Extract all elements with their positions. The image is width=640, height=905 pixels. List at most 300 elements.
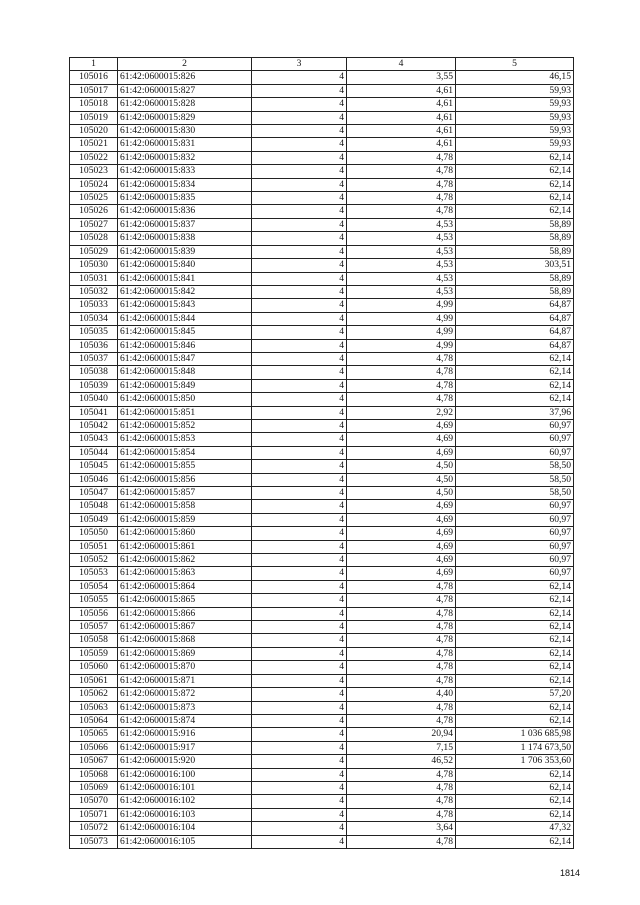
cadastral-number: 61:42:0600015:850 bbox=[118, 393, 252, 406]
table-row bbox=[70, 500, 574, 513]
category-code: 4 bbox=[252, 285, 347, 298]
row-number: 105048 bbox=[70, 500, 118, 513]
category-code: 4 bbox=[252, 299, 347, 312]
table-row bbox=[70, 540, 574, 553]
row-number: 105042 bbox=[70, 419, 118, 432]
category-code: 4 bbox=[252, 647, 347, 660]
area-value: 4,61 bbox=[347, 138, 456, 151]
table-row bbox=[70, 594, 574, 607]
area-value: 4,69 bbox=[347, 527, 456, 540]
table-row bbox=[70, 580, 574, 593]
category-code: 4 bbox=[252, 594, 347, 607]
cadastral-number: 61:42:0600015:870 bbox=[118, 661, 252, 674]
category-code: 4 bbox=[252, 138, 347, 151]
category-code: 4 bbox=[252, 688, 347, 701]
amount-value: 62,14 bbox=[456, 151, 574, 164]
cadastral-number: 61:42:0600015:871 bbox=[118, 674, 252, 687]
area-value: 4,78 bbox=[347, 634, 456, 647]
table-row bbox=[70, 527, 574, 540]
category-code: 4 bbox=[252, 165, 347, 178]
category-code: 4 bbox=[252, 808, 347, 821]
cadastral-number: 61:42:0600015:833 bbox=[118, 165, 252, 178]
column-header: 1 bbox=[70, 58, 118, 71]
table-row bbox=[70, 674, 574, 687]
table-row bbox=[70, 808, 574, 821]
amount-value: 62,14 bbox=[456, 621, 574, 634]
area-value: 4,78 bbox=[347, 366, 456, 379]
row-number: 105028 bbox=[70, 232, 118, 245]
area-value: 4,61 bbox=[347, 125, 456, 138]
table-row bbox=[70, 138, 574, 151]
category-code: 4 bbox=[252, 125, 347, 138]
cadastral-number: 61:42:0600015:830 bbox=[118, 125, 252, 138]
row-number: 105072 bbox=[70, 822, 118, 835]
row-number: 105060 bbox=[70, 661, 118, 674]
row-number: 105053 bbox=[70, 567, 118, 580]
row-number: 105049 bbox=[70, 513, 118, 526]
cadastral-number: 61:42:0600016:100 bbox=[118, 768, 252, 781]
row-number: 105026 bbox=[70, 205, 118, 218]
table-row bbox=[70, 352, 574, 365]
cadastral-number: 61:42:0600015:866 bbox=[118, 607, 252, 620]
category-code: 4 bbox=[252, 781, 347, 794]
row-number: 105019 bbox=[70, 111, 118, 124]
category-code: 4 bbox=[252, 580, 347, 593]
area-value: 4,78 bbox=[347, 714, 456, 727]
amount-value: 58,89 bbox=[456, 232, 574, 245]
row-number: 105050 bbox=[70, 527, 118, 540]
column-header: 5 bbox=[456, 58, 574, 71]
area-value: 4,78 bbox=[347, 151, 456, 164]
column-header: 2 bbox=[118, 58, 252, 71]
row-number: 105045 bbox=[70, 460, 118, 473]
page-number: 1814 bbox=[560, 868, 581, 878]
amount-value: 62,14 bbox=[456, 393, 574, 406]
table-row bbox=[70, 781, 574, 794]
category-code: 4 bbox=[252, 661, 347, 674]
amount-value: 58,89 bbox=[456, 218, 574, 231]
row-number: 105061 bbox=[70, 674, 118, 687]
amount-value: 59,93 bbox=[456, 84, 574, 97]
category-code: 4 bbox=[252, 84, 347, 97]
amount-value: 64,87 bbox=[456, 326, 574, 339]
cadastral-number: 61:42:0600015:865 bbox=[118, 594, 252, 607]
category-code: 4 bbox=[252, 379, 347, 392]
row-number: 105052 bbox=[70, 554, 118, 567]
amount-value: 62,14 bbox=[456, 178, 574, 191]
cadastral-number: 61:42:0600015:859 bbox=[118, 513, 252, 526]
amount-value: 1 036 685,98 bbox=[456, 728, 574, 741]
table-row bbox=[70, 419, 574, 432]
area-value: 4,78 bbox=[347, 393, 456, 406]
amount-value: 60,97 bbox=[456, 513, 574, 526]
table-row bbox=[70, 741, 574, 754]
amount-value: 60,97 bbox=[456, 500, 574, 513]
cadastral-number: 61:42:0600015:860 bbox=[118, 527, 252, 540]
row-number: 105071 bbox=[70, 808, 118, 821]
row-number: 105035 bbox=[70, 326, 118, 339]
table-row bbox=[70, 567, 574, 580]
row-number: 105037 bbox=[70, 352, 118, 365]
area-value: 4,78 bbox=[347, 178, 456, 191]
category-code: 4 bbox=[252, 151, 347, 164]
category-code: 4 bbox=[252, 728, 347, 741]
area-value: 4,99 bbox=[347, 326, 456, 339]
cadastral-number: 61:42:0600015:829 bbox=[118, 111, 252, 124]
cadastral-number: 61:42:0600015:849 bbox=[118, 379, 252, 392]
table-row bbox=[70, 487, 574, 500]
cadastral-number: 61:42:0600015:852 bbox=[118, 419, 252, 432]
category-code: 4 bbox=[252, 768, 347, 781]
category-code: 4 bbox=[252, 674, 347, 687]
cadastral-number: 61:42:0600015:867 bbox=[118, 621, 252, 634]
column-header: 3 bbox=[252, 58, 347, 71]
category-code: 4 bbox=[252, 259, 347, 272]
area-value: 4,53 bbox=[347, 259, 456, 272]
area-value: 4,69 bbox=[347, 540, 456, 553]
cadastral-number: 61:42:0600015:834 bbox=[118, 178, 252, 191]
table-row bbox=[70, 634, 574, 647]
row-number: 105030 bbox=[70, 259, 118, 272]
area-value: 4,99 bbox=[347, 339, 456, 352]
cadastral-number: 61:42:0600015:835 bbox=[118, 192, 252, 205]
amount-value: 58,50 bbox=[456, 460, 574, 473]
category-code: 4 bbox=[252, 205, 347, 218]
table-row bbox=[70, 433, 574, 446]
table-row bbox=[70, 755, 574, 768]
cadastral-number: 61:42:0600015:826 bbox=[118, 71, 252, 84]
area-value: 4,78 bbox=[347, 808, 456, 821]
table-row bbox=[70, 98, 574, 111]
amount-value: 60,97 bbox=[456, 567, 574, 580]
row-number: 105032 bbox=[70, 285, 118, 298]
amount-value: 58,89 bbox=[456, 272, 574, 285]
area-value: 4,69 bbox=[347, 446, 456, 459]
table-row bbox=[70, 379, 574, 392]
cadastral-number: 61:42:0600015:857 bbox=[118, 487, 252, 500]
table-row bbox=[70, 661, 574, 674]
category-code: 4 bbox=[252, 272, 347, 285]
row-number: 105046 bbox=[70, 473, 118, 486]
table-row bbox=[70, 621, 574, 634]
category-code: 4 bbox=[252, 111, 347, 124]
cadastral-number: 61:42:0600015:836 bbox=[118, 205, 252, 218]
row-number: 105025 bbox=[70, 192, 118, 205]
amount-value: 59,93 bbox=[456, 125, 574, 138]
area-value: 4,78 bbox=[347, 701, 456, 714]
amount-value: 60,97 bbox=[456, 527, 574, 540]
category-code: 4 bbox=[252, 232, 347, 245]
table-row bbox=[70, 192, 574, 205]
area-value: 4,78 bbox=[347, 674, 456, 687]
row-number: 105058 bbox=[70, 634, 118, 647]
area-value: 4,78 bbox=[347, 607, 456, 620]
category-code: 4 bbox=[252, 822, 347, 835]
category-code: 4 bbox=[252, 540, 347, 553]
row-number: 105044 bbox=[70, 446, 118, 459]
table-row bbox=[70, 714, 574, 727]
category-code: 4 bbox=[252, 714, 347, 727]
cadastral-number: 61:42:0600016:103 bbox=[118, 808, 252, 821]
amount-value: 62,14 bbox=[456, 379, 574, 392]
row-number: 105054 bbox=[70, 580, 118, 593]
category-code: 4 bbox=[252, 795, 347, 808]
area-value: 4,69 bbox=[347, 419, 456, 432]
amount-value: 64,87 bbox=[456, 339, 574, 352]
amount-value: 58,89 bbox=[456, 245, 574, 258]
amount-value: 37,96 bbox=[456, 406, 574, 419]
table-row bbox=[70, 607, 574, 620]
table-row bbox=[70, 473, 574, 486]
area-value: 3,64 bbox=[347, 822, 456, 835]
row-number: 105020 bbox=[70, 125, 118, 138]
table-row bbox=[70, 165, 574, 178]
amount-value: 62,14 bbox=[456, 795, 574, 808]
category-code: 4 bbox=[252, 607, 347, 620]
area-value: 20,94 bbox=[347, 728, 456, 741]
cadastral-number: 61:42:0600015:839 bbox=[118, 245, 252, 258]
row-number: 105068 bbox=[70, 768, 118, 781]
cadastral-number: 61:42:0600015:827 bbox=[118, 84, 252, 97]
area-value: 4,78 bbox=[347, 192, 456, 205]
amount-value: 58,50 bbox=[456, 473, 574, 486]
category-code: 4 bbox=[252, 433, 347, 446]
amount-value: 47,32 bbox=[456, 822, 574, 835]
area-value: 4,99 bbox=[347, 312, 456, 325]
table-row bbox=[70, 795, 574, 808]
area-value: 4,53 bbox=[347, 232, 456, 245]
amount-value: 1 706 353,60 bbox=[456, 755, 574, 768]
amount-value: 60,97 bbox=[456, 554, 574, 567]
table-row bbox=[70, 272, 574, 285]
area-value: 4,99 bbox=[347, 299, 456, 312]
category-code: 4 bbox=[252, 192, 347, 205]
amount-value: 62,14 bbox=[456, 808, 574, 821]
row-number: 105036 bbox=[70, 339, 118, 352]
area-value: 4,69 bbox=[347, 567, 456, 580]
amount-value: 59,93 bbox=[456, 138, 574, 151]
cadastral-number: 61:42:0600015:854 bbox=[118, 446, 252, 459]
area-value: 4,53 bbox=[347, 272, 456, 285]
cadastral-number: 61:42:0600015:843 bbox=[118, 299, 252, 312]
table-row bbox=[70, 151, 574, 164]
area-value: 4,78 bbox=[347, 781, 456, 794]
row-number: 105062 bbox=[70, 688, 118, 701]
table-row bbox=[70, 178, 574, 191]
table-row bbox=[70, 299, 574, 312]
table-row bbox=[70, 768, 574, 781]
category-code: 4 bbox=[252, 460, 347, 473]
table-row bbox=[70, 460, 574, 473]
row-number: 105057 bbox=[70, 621, 118, 634]
area-value: 4,78 bbox=[347, 621, 456, 634]
row-number: 105040 bbox=[70, 393, 118, 406]
table-row bbox=[70, 232, 574, 245]
amount-value: 62,14 bbox=[456, 701, 574, 714]
amount-value: 60,97 bbox=[456, 419, 574, 432]
cadastral-number: 61:42:0600015:828 bbox=[118, 98, 252, 111]
table-row bbox=[70, 393, 574, 406]
cadastral-number: 61:42:0600015:840 bbox=[118, 259, 252, 272]
category-code: 4 bbox=[252, 339, 347, 352]
row-number: 105064 bbox=[70, 714, 118, 727]
category-code: 4 bbox=[252, 634, 347, 647]
row-number: 105065 bbox=[70, 728, 118, 741]
category-code: 4 bbox=[252, 71, 347, 84]
amount-value: 59,93 bbox=[456, 111, 574, 124]
area-value: 4,78 bbox=[347, 835, 456, 848]
table-row bbox=[70, 835, 574, 848]
category-code: 4 bbox=[252, 393, 347, 406]
cadastral-number: 61:42:0600015:868 bbox=[118, 634, 252, 647]
area-value: 3,55 bbox=[347, 71, 456, 84]
cadastral-number: 61:42:0600016:102 bbox=[118, 795, 252, 808]
amount-value: 62,14 bbox=[456, 205, 574, 218]
amount-value: 60,97 bbox=[456, 433, 574, 446]
table-row bbox=[70, 701, 574, 714]
amount-value: 62,14 bbox=[456, 674, 574, 687]
area-value: 4,78 bbox=[347, 165, 456, 178]
category-code: 4 bbox=[252, 312, 347, 325]
amount-value: 62,14 bbox=[456, 352, 574, 365]
category-code: 4 bbox=[252, 567, 347, 580]
table-row bbox=[70, 312, 574, 325]
cadastral-number: 61:42:0600015:851 bbox=[118, 406, 252, 419]
amount-value: 46,15 bbox=[456, 71, 574, 84]
table-row bbox=[70, 339, 574, 352]
row-number: 105055 bbox=[70, 594, 118, 607]
area-value: 4,50 bbox=[347, 473, 456, 486]
row-number: 105022 bbox=[70, 151, 118, 164]
table-row bbox=[70, 326, 574, 339]
column-header: 4 bbox=[347, 58, 456, 71]
amount-value: 62,14 bbox=[456, 714, 574, 727]
cadastral-number: 61:42:0600015:853 bbox=[118, 433, 252, 446]
header-row bbox=[70, 58, 574, 71]
cadastral-number: 61:42:0600015:858 bbox=[118, 500, 252, 513]
table-row bbox=[70, 245, 574, 258]
cadastral-number: 61:42:0600015:862 bbox=[118, 554, 252, 567]
amount-value: 62,14 bbox=[456, 634, 574, 647]
category-code: 4 bbox=[252, 701, 347, 714]
area-value: 4,53 bbox=[347, 285, 456, 298]
cadastral-number: 61:42:0600015:844 bbox=[118, 312, 252, 325]
area-value: 4,78 bbox=[347, 352, 456, 365]
amount-value: 62,14 bbox=[456, 661, 574, 674]
category-code: 4 bbox=[252, 621, 347, 634]
area-value: 4,78 bbox=[347, 580, 456, 593]
category-code: 4 bbox=[252, 326, 347, 339]
amount-value: 62,14 bbox=[456, 768, 574, 781]
area-value: 4,61 bbox=[347, 111, 456, 124]
area-value: 4,78 bbox=[347, 795, 456, 808]
amount-value: 62,14 bbox=[456, 192, 574, 205]
table-row bbox=[70, 513, 574, 526]
table-row bbox=[70, 406, 574, 419]
table-row bbox=[70, 84, 574, 97]
amount-value: 58,50 bbox=[456, 487, 574, 500]
row-number: 105023 bbox=[70, 165, 118, 178]
amount-value: 62,14 bbox=[456, 835, 574, 848]
table-row bbox=[70, 111, 574, 124]
cadastral-number: 61:42:0600015:847 bbox=[118, 352, 252, 365]
category-code: 4 bbox=[252, 513, 347, 526]
category-code: 4 bbox=[252, 218, 347, 231]
area-value: 2,92 bbox=[347, 406, 456, 419]
amount-value: 57,20 bbox=[456, 688, 574, 701]
cadastral-number: 61:42:0600015:863 bbox=[118, 567, 252, 580]
amount-value: 303,51 bbox=[456, 259, 574, 272]
category-code: 4 bbox=[252, 178, 347, 191]
table-row bbox=[70, 125, 574, 138]
area-value: 46,52 bbox=[347, 755, 456, 768]
area-value: 4,78 bbox=[347, 205, 456, 218]
row-number: 105043 bbox=[70, 433, 118, 446]
row-number: 105039 bbox=[70, 379, 118, 392]
category-code: 4 bbox=[252, 527, 347, 540]
amount-value: 62,14 bbox=[456, 607, 574, 620]
row-number: 105034 bbox=[70, 312, 118, 325]
cadastral-number: 61:42:0600015:838 bbox=[118, 232, 252, 245]
table-row bbox=[70, 218, 574, 231]
amount-value: 62,14 bbox=[456, 594, 574, 607]
cadastral-number: 61:42:0600015:855 bbox=[118, 460, 252, 473]
area-value: 4,69 bbox=[347, 433, 456, 446]
amount-value: 64,87 bbox=[456, 312, 574, 325]
amount-value: 60,97 bbox=[456, 446, 574, 459]
amount-value: 59,93 bbox=[456, 98, 574, 111]
area-value: 4,61 bbox=[347, 84, 456, 97]
category-code: 4 bbox=[252, 755, 347, 768]
row-number: 105024 bbox=[70, 178, 118, 191]
area-value: 4,50 bbox=[347, 460, 456, 473]
cadastral-number: 61:42:0600015:831 bbox=[118, 138, 252, 151]
cadastral-number: 61:42:0600015:846 bbox=[118, 339, 252, 352]
table-row bbox=[70, 728, 574, 741]
cadastral-number: 61:42:0600015:841 bbox=[118, 272, 252, 285]
row-number: 105067 bbox=[70, 755, 118, 768]
cadastral-number: 61:42:0600015:861 bbox=[118, 540, 252, 553]
table-row bbox=[70, 554, 574, 567]
table-row bbox=[70, 71, 574, 84]
category-code: 4 bbox=[252, 554, 347, 567]
data-table bbox=[69, 57, 574, 849]
category-code: 4 bbox=[252, 366, 347, 379]
amount-value: 62,14 bbox=[456, 580, 574, 593]
category-code: 4 bbox=[252, 406, 347, 419]
amount-value: 60,97 bbox=[456, 540, 574, 553]
row-number: 105016 bbox=[70, 71, 118, 84]
cadastral-number: 61:42:0600015:920 bbox=[118, 755, 252, 768]
area-value: 4,78 bbox=[347, 379, 456, 392]
row-number: 105033 bbox=[70, 299, 118, 312]
amount-value: 62,14 bbox=[456, 781, 574, 794]
table-row bbox=[70, 688, 574, 701]
row-number: 105021 bbox=[70, 138, 118, 151]
row-number: 105073 bbox=[70, 835, 118, 848]
amount-value: 58,89 bbox=[456, 285, 574, 298]
cadastral-number: 61:42:0600016:101 bbox=[118, 781, 252, 794]
row-number: 105047 bbox=[70, 487, 118, 500]
cadastral-number: 61:42:0600016:105 bbox=[118, 835, 252, 848]
amount-value: 62,14 bbox=[456, 366, 574, 379]
cadastral-number: 61:42:0600015:848 bbox=[118, 366, 252, 379]
area-value: 4,69 bbox=[347, 513, 456, 526]
area-value: 4,61 bbox=[347, 98, 456, 111]
cadastral-number: 61:42:0600015:832 bbox=[118, 151, 252, 164]
cadastral-number: 61:42:0600015:845 bbox=[118, 326, 252, 339]
row-number: 105063 bbox=[70, 701, 118, 714]
